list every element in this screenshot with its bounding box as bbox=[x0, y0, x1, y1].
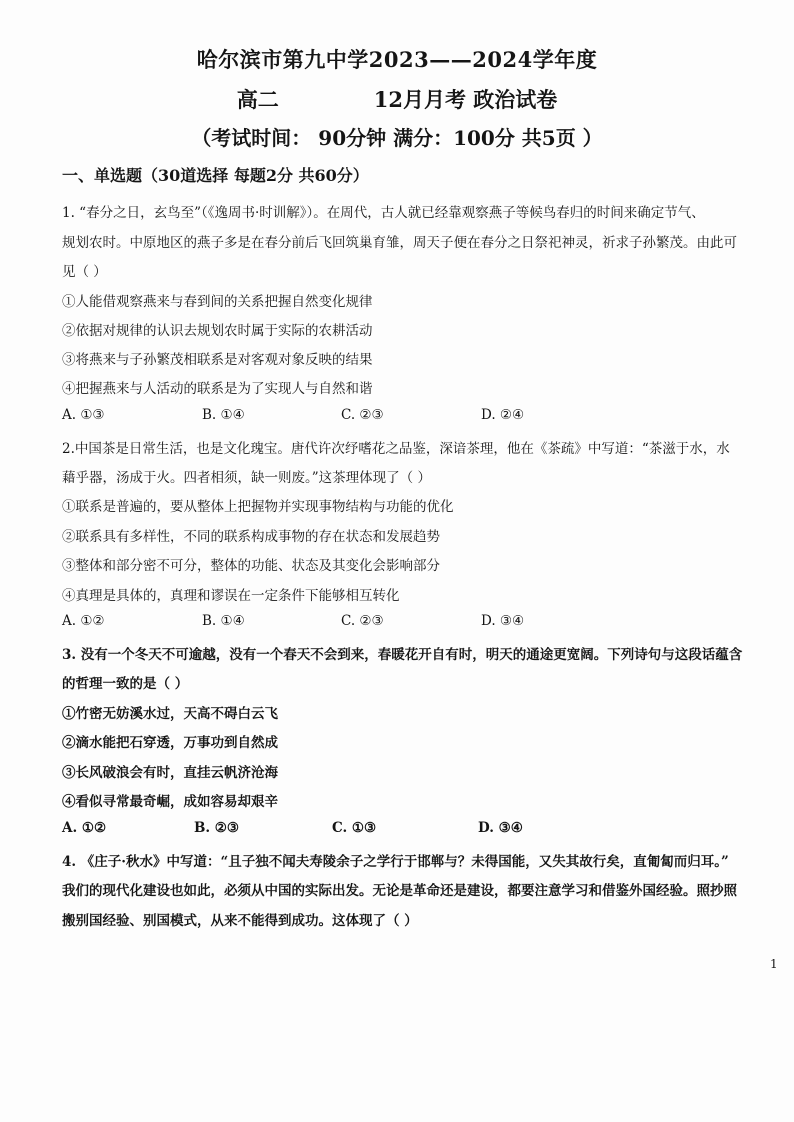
option-b: B. ②③ bbox=[194, 820, 240, 836]
option-d: D. ②④ bbox=[481, 407, 525, 423]
exam-subtitle bbox=[0, 84, 794, 114]
exam-title: 哈尔滨市第九中学2023——2024学年度 bbox=[196, 47, 598, 72]
q1-item: ③将燕来与子孙繁茂相联系是对客观对象反映的结果 bbox=[62, 352, 373, 368]
q3-stem-line: 3. 没有一个冬天不可逾越，没有一个春天不会到来，春暖花开自有时，明天的通途更宽阔。下列诗句与这段话蕴含 bbox=[62, 647, 743, 663]
exam-info: （考试时间： 90分钟 满分：100分 共5页 ） bbox=[191, 126, 603, 150]
option-c: C. ①③ bbox=[332, 820, 377, 836]
option-c: C. ②③ bbox=[341, 407, 384, 423]
q3-item: ③长风破浪会有时，直挂云帆济沧海 bbox=[62, 765, 278, 781]
q1-item: ①人能借观察燕来与春到间的关系把握自然变化规律 bbox=[62, 294, 373, 310]
q3-options bbox=[62, 820, 762, 840]
option-d: D. ③④ bbox=[481, 613, 525, 629]
option-c: C. ②③ bbox=[341, 613, 384, 629]
page-number: 1 bbox=[770, 957, 778, 971]
option-a: A. ①③ bbox=[62, 407, 105, 423]
option-b: B. ①④ bbox=[202, 407, 245, 423]
q1-stem-line: 1. “春分之日，玄鸟至”（《逸周书·时训解》）。在周代，古人就已经靠观察燕子等候鸟春归的时间来确定节气、 bbox=[62, 205, 705, 221]
q4-stem-line: 搬别国经验、别国模式，从来不能得到成功。这体现了（ ） bbox=[62, 913, 418, 929]
q2-item: ④真理是具体的，真理和谬误在一定条件下能够相互转化 bbox=[62, 588, 400, 604]
option-d: D. ③④ bbox=[478, 820, 523, 836]
option-b: B. ①④ bbox=[202, 613, 245, 629]
q1-options bbox=[62, 407, 762, 427]
q1-stem-line: 规划农时。中原地区的燕子多是在春分前后飞回筑巢育雏，周天子便在春分之日祭祀神灵，祈求子孙繁茂。由此可 bbox=[62, 235, 737, 251]
exam-name: 12月月考 政治试卷 bbox=[373, 87, 558, 112]
section-heading: 一、单选题（30道选择 每题2分 共60分） bbox=[62, 166, 369, 185]
option-a: A. ①② bbox=[62, 613, 105, 629]
grade-label: 高二 bbox=[236, 87, 279, 112]
q3-item: ①竹密无妨溪水过，天高不碍白云飞 bbox=[62, 706, 278, 722]
q2-item: ③整体和部分密不可分，整体的功能、状态及其变化会影响部分 bbox=[62, 558, 440, 574]
q2-options bbox=[62, 613, 762, 633]
q2-item: ②联系具有多样性，不同的联系构成事物的存在状态和发展趋势 bbox=[62, 529, 440, 545]
q3-item: ②滴水能把石穿透，万事功到自然成 bbox=[62, 735, 278, 751]
q2-stem-line: 2.中国茶是日常生活，也是文化瑰宝。唐代许次纾嗜花之品鉴，深谙茶理，他在《茶疏》中写道：“茶滋于水，水 bbox=[62, 441, 730, 457]
q4-stem-line: 我们的现代化建设也如此，必须从中国的实际出发。无论是革命还是建设，都要注意学习和借鉴外国经验。照抄照 bbox=[62, 883, 737, 899]
q3-item: ④看似寻常最奇崛，成如容易却艰辛 bbox=[62, 794, 278, 810]
q2-item: ①联系是普遍的，要从整体上把握物并实现事物结构与功能的优化 bbox=[62, 499, 454, 515]
q1-item: ②依据对规律的认识去规划农时属于实际的农耕活动 bbox=[62, 323, 373, 339]
q4-stem-line: 4. 《庄子·秋水》中写道：“且子独不闻夫寿陵余子之学行于邯郸与？未得国能，又失其故行矣，直匍匐而归耳。” bbox=[62, 854, 729, 870]
q1-stem-line: 见（ ） bbox=[62, 264, 107, 280]
q1-item: ④把握燕来与人活动的联系是为了实现人与自然和谐 bbox=[62, 381, 373, 397]
option-a: A. ①② bbox=[62, 820, 107, 836]
q3-stem-line: 的哲理一致的是（ ） bbox=[62, 676, 189, 692]
q2-stem-line: 藉乎器，汤成于火。四者相须，缺一则废。”这茶理体现了（ ） bbox=[62, 470, 431, 486]
